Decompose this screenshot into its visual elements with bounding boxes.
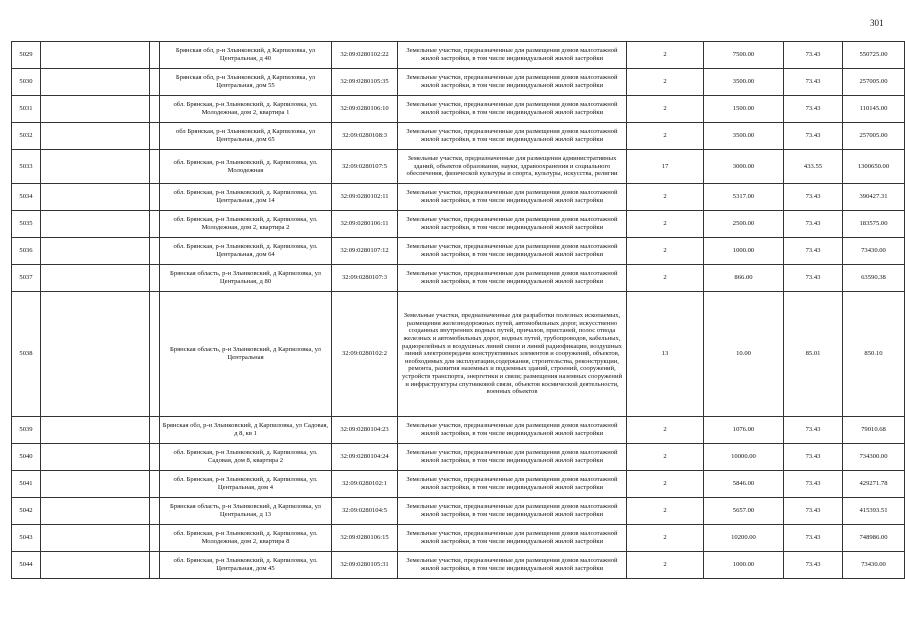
row-spacer	[41, 184, 150, 211]
row-spacer	[41, 417, 150, 444]
specific-value-cell: 73.43	[784, 69, 843, 96]
row-number: 5036	[12, 238, 41, 265]
address-cell: Брянская область, р-н Злынковский, д Карпиловка, ул Центральная, д 13	[160, 498, 332, 525]
row-spacer	[150, 42, 160, 69]
row-number: 5042	[12, 498, 41, 525]
address-cell: обл. Брянская, р-н Злынковский, д. Карпиловка, ул. Молодежная, дом 2, квартира 8	[160, 525, 332, 552]
cadastral-value-cell: 257005.00	[843, 69, 905, 96]
table-row	[12, 96, 905, 123]
table-row	[12, 69, 905, 96]
address-cell: обл Брянская, р-н Злынковский, д Карпиловка, ул Центральная, дом 65	[160, 123, 332, 150]
cadastral-value-cell: 429271.78	[843, 471, 905, 498]
land-use-cell: Земельные участки, предназначенные для размещения домов малоэтажной жилой застройки, в том числе индивидуальной жилой застройки	[398, 444, 627, 471]
cadastral-number-cell: 32:09:0280102:1	[332, 471, 398, 498]
cadastral-number-cell: 32:09:0280104:23	[332, 417, 398, 444]
group-code-cell: 17	[627, 150, 704, 184]
group-code-cell: 2	[627, 417, 704, 444]
area-cell: 5846.00	[704, 471, 784, 498]
table-row	[12, 184, 905, 211]
land-use-cell: Земельные участки, предназначенные для размещения домов малоэтажной жилой застройки, в том числе индивидуальной жилой застройки	[398, 498, 627, 525]
row-spacer	[41, 96, 150, 123]
row-number: 5032	[12, 123, 41, 150]
group-code-cell: 2	[627, 498, 704, 525]
land-use-cell: Земельные участки, предназначенные для размещения домов малоэтажной жилой застройки, в том числе индивидуальной жилой застройки	[398, 96, 627, 123]
row-spacer	[41, 123, 150, 150]
address-cell: обл. Брянская, р-н Злынковский, д. Карпиловка, ул. Молодежная, дом 2, квартира 1	[160, 96, 332, 123]
specific-value-cell: 73.43	[784, 238, 843, 265]
cadastral-value-cell: 748986.00	[843, 525, 905, 552]
area-cell: 3500.00	[704, 123, 784, 150]
address-cell: Брянская область, р-н Злынковский, д Карпиловка, ул Центральная, д 80	[160, 265, 332, 292]
cadastral-value-cell: 390427.31	[843, 184, 905, 211]
row-spacer	[150, 211, 160, 238]
cadastral-number-cell: 32:09:0280105:31	[332, 552, 398, 579]
cadastral-number-cell: 32:09:0280105:35	[332, 69, 398, 96]
cadastral-value-cell: 63590.38	[843, 265, 905, 292]
cadastral-number-cell: 32:09:0280106:15	[332, 525, 398, 552]
specific-value-cell: 73.43	[784, 417, 843, 444]
cadastral-value-cell: 79010.68	[843, 417, 905, 444]
specific-value-cell: 73.43	[784, 552, 843, 579]
group-code-cell: 2	[627, 525, 704, 552]
area-cell: 1076.00	[704, 417, 784, 444]
area-cell: 3000.00	[704, 150, 784, 184]
cadastral-value-cell: 850.10	[843, 292, 905, 417]
area-cell: 2500.00	[704, 211, 784, 238]
address-cell: обл. Брянская, р-н Злынковский, д. Карпиловка, ул. Молодежная, дом 2, квартира 2	[160, 211, 332, 238]
group-code-cell: 2	[627, 238, 704, 265]
specific-value-cell: 73.43	[784, 525, 843, 552]
table-row	[12, 552, 905, 579]
group-code-cell: 13	[627, 292, 704, 417]
area-cell: 5317.00	[704, 184, 784, 211]
address-cell: Брянская обл, р-н Злынковский, д Карпиловка, ул Садовая, д 8, кв 1	[160, 417, 332, 444]
specific-value-cell: 73.43	[784, 123, 843, 150]
row-spacer	[150, 69, 160, 96]
page-number: 301	[870, 18, 884, 28]
land-use-cell: Земельные участки, предназначенные для размещения домов малоэтажной жилой застройки, в том числе индивидуальной жилой застройки	[398, 42, 627, 69]
specific-value-cell: 433.55	[784, 150, 843, 184]
land-use-cell: Земельные участки, предназначенные для размещения домов малоэтажной жилой застройки, в том числе индивидуальной жилой застройки	[398, 417, 627, 444]
cadastral-number-cell: 32:09:0280102:22	[332, 42, 398, 69]
row-spacer	[41, 292, 150, 417]
table-row	[12, 265, 905, 292]
land-use-cell: Земельные участки, предназначенные для размещения домов малоэтажной жилой застройки, в том числе индивидуальной жилой застройки	[398, 238, 627, 265]
group-code-cell: 2	[627, 211, 704, 238]
specific-value-cell: 85.01	[784, 292, 843, 417]
specific-value-cell: 73.43	[784, 211, 843, 238]
table-row	[12, 525, 905, 552]
cadastral-value-cell: 257005.00	[843, 123, 905, 150]
group-code-cell: 2	[627, 471, 704, 498]
row-spacer	[41, 211, 150, 238]
area-cell: 1000.00	[704, 552, 784, 579]
row-spacer	[41, 69, 150, 96]
cadastral-number-cell: 32:09:0280107:3	[332, 265, 398, 292]
cadastral-value-cell: 734300.00	[843, 444, 905, 471]
row-number: 5034	[12, 184, 41, 211]
cadastral-value-cell: 73430.00	[843, 552, 905, 579]
cadastral-value-cell: 415393.51	[843, 498, 905, 525]
row-number: 5037	[12, 265, 41, 292]
table-row	[12, 238, 905, 265]
specific-value-cell: 73.43	[784, 471, 843, 498]
address-cell: обл. Брянская, р-н Злынковский, д. Карпиловка, ул. Садовая, дом 8, квартира 2	[160, 444, 332, 471]
row-number: 5031	[12, 96, 41, 123]
area-cell: 10000.00	[704, 444, 784, 471]
cadastral-number-cell: 32:09:0280106:11	[332, 211, 398, 238]
cadastral-number-cell: 32:09:0280104:24	[332, 444, 398, 471]
table-row	[12, 444, 905, 471]
area-cell: 1000.00	[704, 238, 784, 265]
cadastral-number-cell: 32:09:0280107:5	[332, 150, 398, 184]
row-spacer	[150, 498, 160, 525]
cadastral-number-cell: 32:09:0280102:2	[332, 292, 398, 417]
row-number: 5040	[12, 444, 41, 471]
group-code-cell: 2	[627, 265, 704, 292]
row-spacer	[41, 525, 150, 552]
specific-value-cell: 73.43	[784, 184, 843, 211]
cadastral-value-cell: 550725.00	[843, 42, 905, 69]
address-cell: Брянская область, р-н Злынковский, д Карпиловка, ул Центральная	[160, 292, 332, 417]
row-number: 5035	[12, 211, 41, 238]
row-number: 5043	[12, 525, 41, 552]
row-spacer	[150, 123, 160, 150]
row-spacer	[41, 238, 150, 265]
cadastral-value-cell: 1300650.00	[843, 150, 905, 184]
land-use-cell: Земельные участки, предназначенные для размещения домов малоэтажной жилой застройки, в том числе индивидуальной жилой застройки	[398, 525, 627, 552]
group-code-cell: 2	[627, 96, 704, 123]
row-spacer	[41, 265, 150, 292]
cadastral-number-cell: 32:09:0280102:11	[332, 184, 398, 211]
specific-value-cell: 73.43	[784, 444, 843, 471]
row-spacer	[150, 96, 160, 123]
address-cell: Брянская обл, р-н Злынковский, д Карпиловка, ул Центральная, дом 55	[160, 69, 332, 96]
row-number: 5038	[12, 292, 41, 417]
row-number: 5041	[12, 471, 41, 498]
table-row	[12, 150, 905, 184]
area-cell: 3500.00	[704, 69, 784, 96]
cadastral-number-cell: 32:09:0280107:12	[332, 238, 398, 265]
specific-value-cell: 73.43	[784, 265, 843, 292]
row-number: 5030	[12, 69, 41, 96]
cadastral-value-cell: 183575.00	[843, 211, 905, 238]
row-spacer	[150, 471, 160, 498]
land-use-cell: Земельные участки, предназначенные для размещения домов малоэтажной жилой застройки, в том числе индивидуальной жилой застройки	[398, 552, 627, 579]
group-code-cell: 2	[627, 444, 704, 471]
land-use-cell: Земельные участки, предназначенные для разработки полезных ископаемых, размещения железнодорожных путей, автомобильных дорог, искусственно созданных внутренних водных путей, причалов, пристаней, полос отвода железных и автомобильных дорог, водных путей, трубопроводов, кабельных, радиорелейных и воздушных линий связи и линий радиофикации, воздушных линий электропередачи конструктивных элементов и сооружений, объектов, необходимых для эксплуатации,содержания, строительства, реконструкции, ремонта, развития наземных и подземных зданий, строений, сооружений, устройств транспорта, энергетики и связи; размещения наземных сооружений и инфраструктуры спутниковой связи, объектов космической деятельности, военных объектов	[398, 292, 627, 417]
cadastral-value-cell: 110145.00	[843, 96, 905, 123]
row-number: 5039	[12, 417, 41, 444]
address-cell: обл. Брянская, р-н Злынковский, д. Карпиловка, ул. Центральная, дом 4	[160, 471, 332, 498]
address-cell: Брянская обл, р-н Злынковский, д Карпиловка, ул Центральная, д 40	[160, 42, 332, 69]
row-spacer	[150, 292, 160, 417]
group-code-cell: 2	[627, 123, 704, 150]
area-cell: 5657.00	[704, 498, 784, 525]
group-code-cell: 2	[627, 552, 704, 579]
cadastral-number-cell: 32:09:0280108:3	[332, 123, 398, 150]
row-spacer	[150, 552, 160, 579]
area-cell: 10.00	[704, 292, 784, 417]
address-cell: обл. Брянская, р-н Злынковский, д. Карпиловка, ул. Центральная, дом 14	[160, 184, 332, 211]
table-row	[12, 123, 905, 150]
cadastral-number-cell: 32:09:0280106:10	[332, 96, 398, 123]
row-spacer	[41, 552, 150, 579]
row-spacer	[150, 265, 160, 292]
area-cell: 7500.00	[704, 42, 784, 69]
specific-value-cell: 73.43	[784, 498, 843, 525]
table-row	[12, 211, 905, 238]
land-use-cell: Земельные участки, предназначенные для размещения домов малоэтажной жилой застройки, в том числе индивидуальной жилой застройки	[398, 471, 627, 498]
area-cell: 1500.00	[704, 96, 784, 123]
table-row	[12, 417, 905, 444]
cadastral-value-cell: 73430.00	[843, 238, 905, 265]
land-use-cell: Земельные участки, предназначенные для размещения административных зданий, объектов образования, науки, здравоохранения и социального обеспечения, физической культуры и спорта, культуры, искусства, религии	[398, 150, 627, 184]
row-spacer	[150, 417, 160, 444]
land-use-cell: Земельные участки, предназначенные для размещения домов малоэтажной жилой застройки, в том числе индивидуальной жилой застройки	[398, 69, 627, 96]
row-number: 5029	[12, 42, 41, 69]
row-spacer	[150, 444, 160, 471]
land-use-cell: Земельные участки, предназначенные для размещения домов малоэтажной жилой застройки, в том числе индивидуальной жилой застройки	[398, 265, 627, 292]
row-spacer	[150, 184, 160, 211]
area-cell: 866.00	[704, 265, 784, 292]
specific-value-cell: 73.43	[784, 42, 843, 69]
row-number: 5033	[12, 150, 41, 184]
table-row	[12, 42, 905, 69]
row-spacer	[41, 42, 150, 69]
specific-value-cell: 73.43	[784, 96, 843, 123]
group-code-cell: 2	[627, 184, 704, 211]
address-cell: обл. Брянская, р-н Злынковский, д. Карпиловка, ул. Центральная, дом 64	[160, 238, 332, 265]
row-spacer	[150, 238, 160, 265]
cadastral-value-table	[11, 41, 905, 579]
area-cell: 10200.00	[704, 525, 784, 552]
land-use-cell: Земельные участки, предназначенные для размещения домов малоэтажной жилой застройки, в том числе индивидуальной жилой застройки	[398, 184, 627, 211]
row-spacer	[41, 444, 150, 471]
table-row	[12, 292, 905, 417]
row-spacer	[150, 150, 160, 184]
address-cell: обл. Брянская, р-н Злынковский, д. Карпиловка, ул. Центральная, дом 45	[160, 552, 332, 579]
row-spacer	[41, 150, 150, 184]
land-use-cell: Земельные участки, предназначенные для размещения домов малоэтажной жилой застройки, в том числе индивидуальной жилой застройки	[398, 123, 627, 150]
row-spacer	[41, 471, 150, 498]
land-use-cell: Земельные участки, предназначенные для размещения домов малоэтажной жилой застройки, в том числе индивидуальной жилой застройки	[398, 211, 627, 238]
group-code-cell: 2	[627, 42, 704, 69]
row-number: 5044	[12, 552, 41, 579]
table-row	[12, 471, 905, 498]
row-spacer	[150, 525, 160, 552]
cadastral-number-cell: 32:09:0280104:5	[332, 498, 398, 525]
address-cell: обл. Брянская, р-н Злынковский, д. Карпиловка, ул. Молодежная	[160, 150, 332, 184]
table-row	[12, 498, 905, 525]
group-code-cell: 2	[627, 69, 704, 96]
row-spacer	[41, 498, 150, 525]
